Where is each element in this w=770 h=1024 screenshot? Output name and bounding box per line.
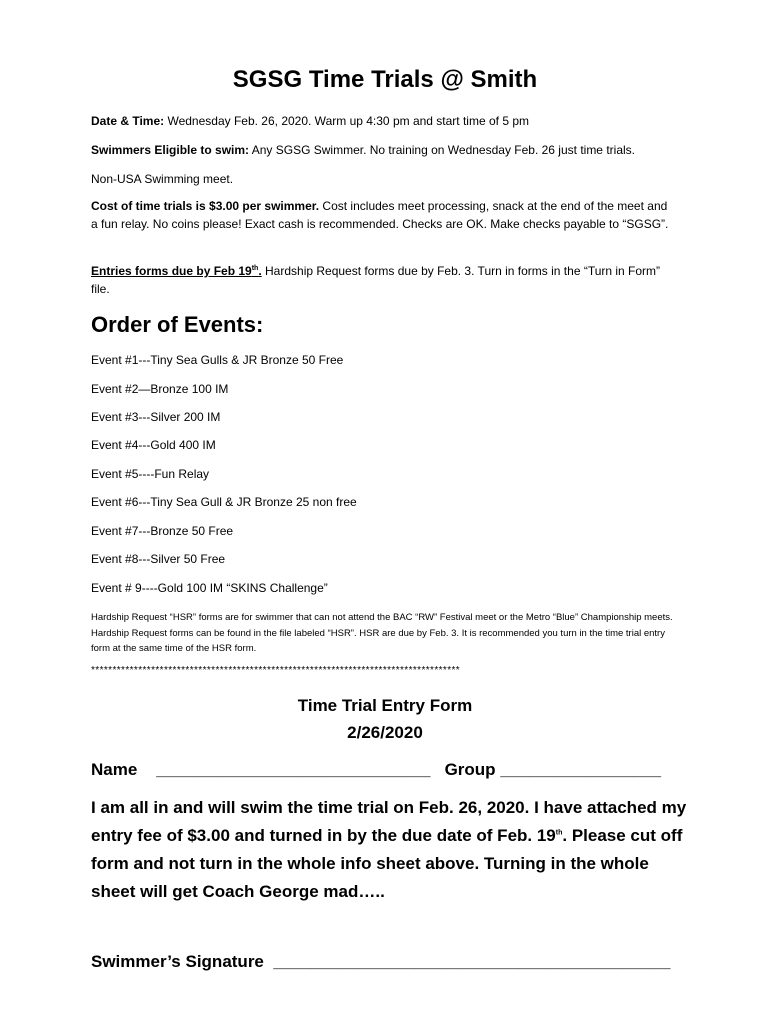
event-item: Event #4---Gold 400 IM [91,438,216,452]
event-item: Event #3---Silver 200 IM [91,410,221,424]
events-heading: Order of Events: [91,312,264,337]
datetime-line [91,112,676,130]
name-label: Name [91,760,138,779]
entries-label [91,264,262,278]
event-item: Event # 9----Gold 100 IM “SKINS Challenge” [91,581,328,595]
entry-form-date: 2/26/2020 [347,723,423,742]
name-group-line [91,760,691,780]
event-item: Event #2—Bronze 100 IM [91,382,229,396]
entries-label-end: . [258,264,262,278]
entry-statement [91,794,691,906]
cost-label: Cost of time trials is $3.00 per swimmer. [91,199,320,213]
eligible-line [91,141,676,159]
eligible-label: Swimmers Eligible to swim: [91,143,250,157]
signature-line [91,952,691,972]
datetime-value: Wednesday Feb. 26, 2020. Warm up 4:30 pm and start time of 5 pm [164,114,529,128]
eligible-value: Any SGSG Swimmer. No training on Wednesday Feb. 26 just time trials. [249,143,635,157]
statement-part-1: I am all in and will swim the time trial on Feb. 26, 2020. I have attached my entry fee of $3.00 and turned in by the due date of Feb. 19 [91,798,687,845]
separator-line: ************************************************************************************** [91,665,461,676]
event-item: Event #1---Tiny Sea Gulls & JR Bronze 50 Free [91,353,344,367]
datetime-label: Date & Time: [91,114,165,128]
statement-sup: th [555,829,563,837]
signature-field[interactable]: __________________________________________ [273,952,671,971]
entries-label-sup: th [251,265,259,272]
cost-paragraph [91,197,676,233]
group-field[interactable]: _________________ [500,760,662,779]
event-item: Event #6---Tiny Sea Gull & JR Bronze 25 non free [91,495,357,509]
signature-label: Swimmer’s Signature [91,952,264,971]
event-item: Event #8---Silver 50 Free [91,552,226,566]
entries-paragraph [91,262,676,298]
event-item: Event #5----Fun Relay [91,467,210,481]
entry-form-title: Time Trial Entry Form [297,696,473,715]
entries-value: Hardship Request forms due by Feb. 3. Turn in forms in the “Turn in Form” file. [91,264,661,296]
entries-label-text: Entries forms due by Feb 19 [91,264,252,278]
group-label: Group [444,760,496,779]
non-usa-line: Non-USA Swimming meet. [91,172,234,186]
event-item: Event #7---Bronze 50 Free [91,524,234,538]
document-title: SGSG Time Trials @ Smith [232,66,538,93]
cost-value: Cost includes meet processing, snack at the end of the meet and a fun relay. No coins please! Exact cash is recommended. Checks are OK. Make checks payable to “SGSG”. [91,199,669,231]
statement-part-2: . Please cut off form and not turn in the whole info sheet above. Turning in the whole sheet will get Coach George mad….. [91,826,683,901]
name-field[interactable]: _____________________________ [156,760,431,779]
hardship-note: Hardship Request “HSR” forms are for swimmer that can not attend the BAC “RW” Festival meet or the Metro “Blue” Championship meets. Hardship Request forms can be found in the file labeled “HSR”. HSR are due by Feb. 3. It is recommended you turn in the time trial entry form at the same time of the HSR form. [91,612,673,654]
